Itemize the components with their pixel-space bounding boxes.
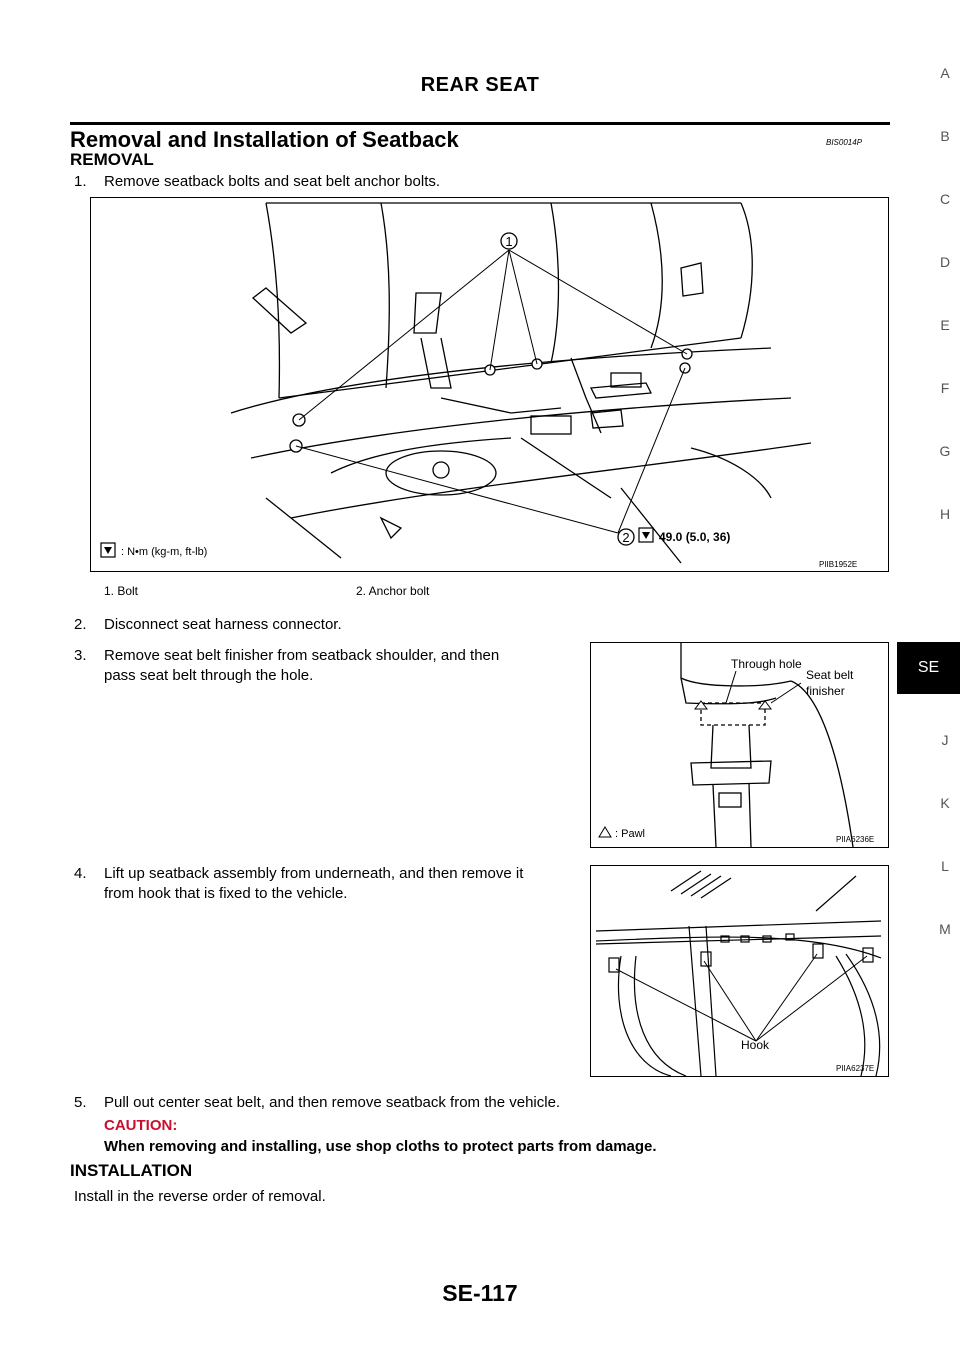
index-tab-k[interactable]: K bbox=[940, 795, 950, 811]
figure-code: PIIA6237E bbox=[836, 1064, 875, 1073]
header-rule bbox=[70, 122, 890, 125]
index-tab-f[interactable]: F bbox=[940, 380, 950, 396]
index-tab-l[interactable]: L bbox=[941, 858, 949, 874]
index-tab-h[interactable]: H bbox=[939, 506, 951, 522]
pawl-icon bbox=[599, 827, 611, 837]
figure-code: PIIA6236E bbox=[836, 835, 875, 844]
step-number: 5. bbox=[74, 1094, 87, 1111]
page-number: SE-117 bbox=[442, 1280, 518, 1306]
step-text: Disconnect seat harness connector. bbox=[104, 616, 342, 633]
legend-item-bolt: 1. Bolt bbox=[104, 584, 139, 598]
torque-legend: : N•m (kg-m, ft-lb) bbox=[121, 546, 208, 558]
step-number: 1. bbox=[74, 173, 87, 190]
installation-text: Install in the reverse order of removal. bbox=[74, 1188, 326, 1205]
hooks-illustration bbox=[591, 866, 888, 1076]
label-hook: Hook bbox=[741, 1038, 770, 1052]
step-number: 2. bbox=[74, 616, 87, 633]
step-4 bbox=[74, 864, 586, 904]
index-tab-c[interactable]: C bbox=[939, 191, 951, 207]
step-2 bbox=[74, 615, 342, 635]
section-title: Removal and Installation of Seatback bbox=[70, 127, 459, 152]
label-through-hole: Through hole bbox=[731, 657, 802, 671]
index-tab-b[interactable]: B bbox=[940, 128, 950, 144]
figure-code: PIIB1952E bbox=[819, 560, 858, 569]
installation-heading: INSTALLATION bbox=[70, 1161, 193, 1180]
figure-belt-finisher bbox=[590, 642, 889, 848]
step-text: Pull out center seat belt, and then remove seatback from the vehicle. bbox=[104, 1094, 561, 1111]
callout-1: 1 bbox=[505, 234, 513, 249]
figure-seatback-bolts bbox=[90, 197, 889, 572]
index-tab-g[interactable]: G bbox=[939, 443, 951, 459]
index-tab-d[interactable]: D bbox=[939, 254, 951, 270]
index-tab-j[interactable]: J bbox=[941, 732, 949, 748]
step-5 bbox=[74, 1093, 560, 1113]
caution-title: CAUTION: bbox=[104, 1117, 178, 1134]
pawl-legend: : Pawl bbox=[615, 828, 645, 840]
caution-text: When removing and installing, use shop cloths to protect parts from damage. bbox=[104, 1138, 657, 1155]
index-tab-se-active[interactable]: SE bbox=[897, 642, 960, 694]
step-text: Remove seat belt finisher from seatback shoulder, and then bbox=[104, 647, 500, 664]
torque-value: 49.0 (5.0, 36) bbox=[659, 530, 731, 544]
step-text: Remove seatback bolts and seat belt anchor bolts. bbox=[104, 173, 441, 190]
step-3 bbox=[74, 646, 586, 686]
removal-heading: REMOVAL bbox=[70, 150, 154, 169]
index-tab-m[interactable]: M bbox=[939, 921, 951, 937]
step-text: Lift up seatback assembly from underneath, and then remove it bbox=[104, 865, 524, 882]
section-code: BIS0014P bbox=[826, 138, 863, 147]
seatback-illustration bbox=[91, 198, 888, 571]
belt-finisher-illustration bbox=[591, 643, 888, 847]
step-text-continued: pass seat belt through the hole. bbox=[104, 667, 314, 684]
page-header-title: REAR SEAT bbox=[420, 74, 540, 96]
step-text-continued: from hook that is fixed to the vehicle. bbox=[104, 885, 348, 902]
figure-hooks bbox=[590, 865, 889, 1077]
legend-item-anchor-bolt: 2. Anchor bolt bbox=[356, 584, 430, 598]
label-finisher: finisher bbox=[806, 684, 845, 698]
label-seat-belt-finisher: Seat belt bbox=[806, 668, 854, 682]
index-tab-e[interactable]: E bbox=[940, 317, 950, 333]
step-1 bbox=[74, 172, 440, 192]
step-number: 4. bbox=[74, 865, 87, 882]
callout-2: 2 bbox=[622, 530, 630, 545]
index-tab-a[interactable]: A bbox=[940, 65, 950, 81]
step-number: 3. bbox=[74, 647, 87, 664]
